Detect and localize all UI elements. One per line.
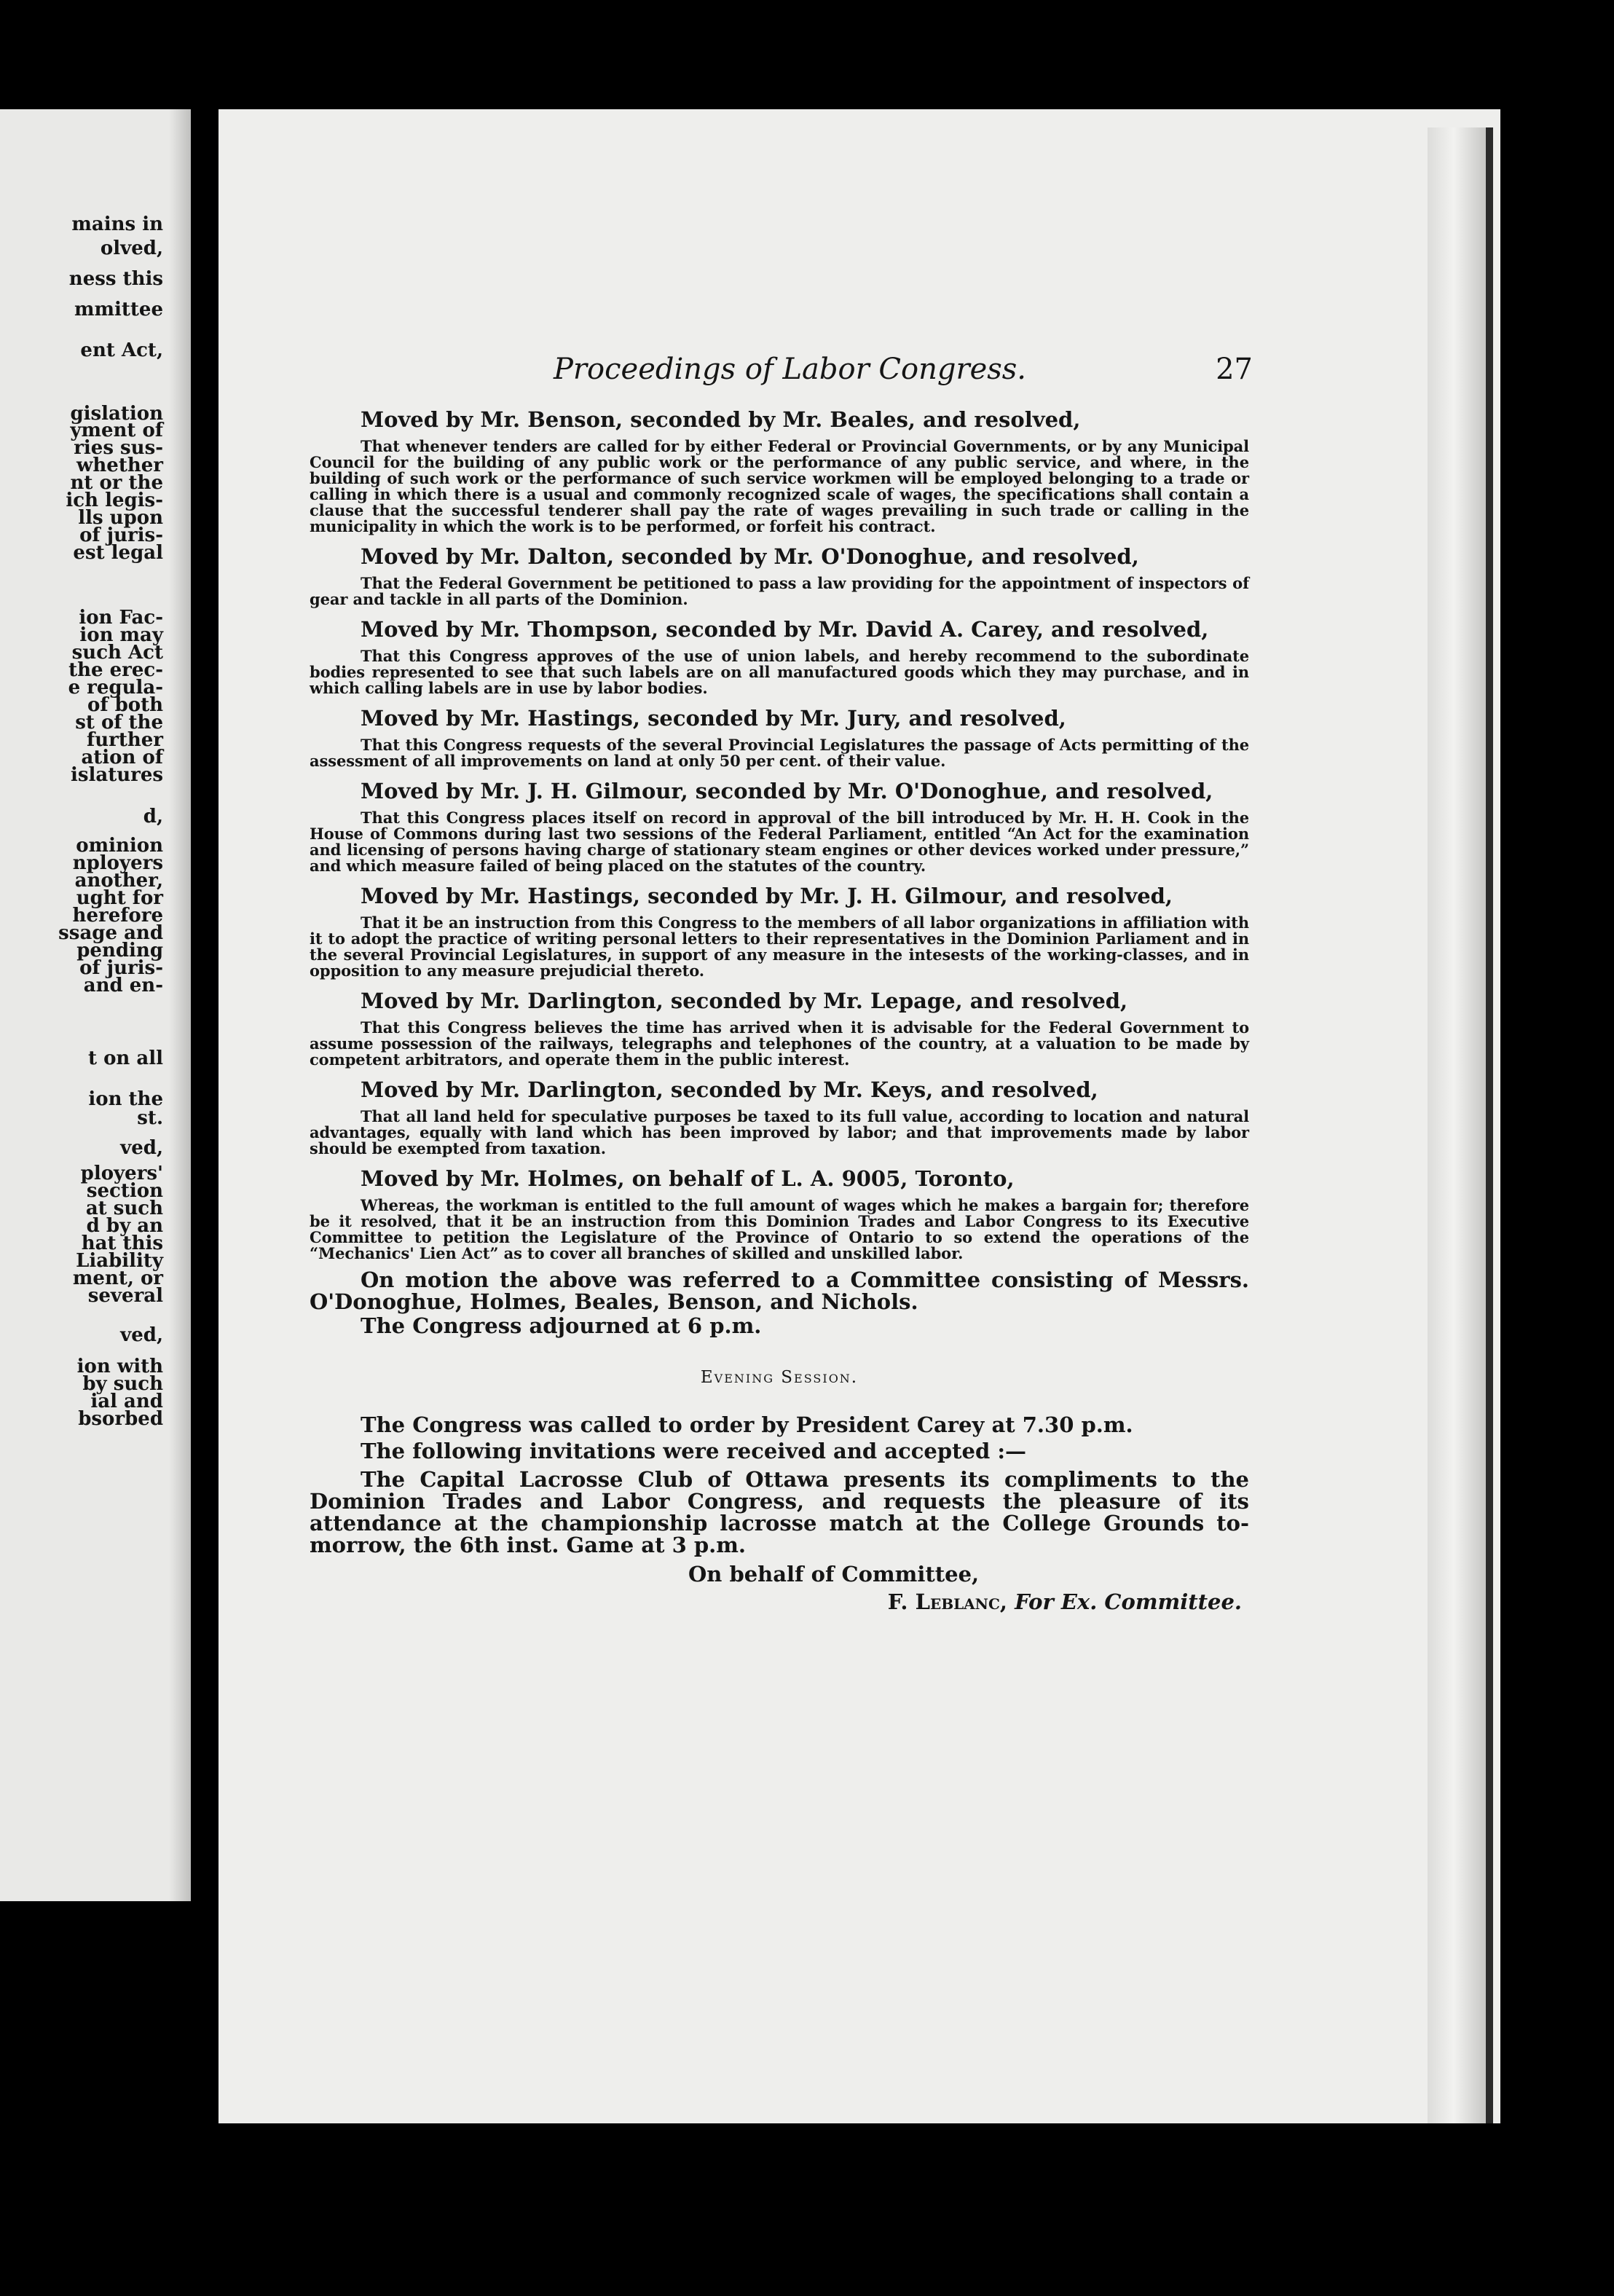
left-page-fragment: ion with [76,1356,163,1377]
left-page-fragment: hat this [81,1232,163,1254]
left-page-fragment: and en- [83,975,163,996]
signatory-role: For Ex. Committee. [1015,1589,1242,1614]
left-page-fragment: d by an [86,1215,163,1237]
left-page-fragment: herefore [72,905,163,927]
left-page-margin [0,109,191,1901]
motion-heading: Moved by Mr. J. H. Gilmour, seconded by Mr. O'Donoghue, and resolved, [361,779,1213,803]
left-page-fragment: further [87,729,163,751]
left-page-fragment: olved, [100,237,163,259]
motions-list [310,405,1249,1262]
left-page-fragment: by such [82,1373,163,1395]
call-to-order-line: The Congress was called to order by President Carey at 7.30 p.m. [361,1412,1133,1437]
left-page-fragment: another, [74,870,163,892]
left-page-fragment: ich legis- [66,490,163,511]
invitations-line: The following invitations were received and accepted :— [361,1439,1027,1463]
motion-heading: Moved by Mr. Thompson, seconded by Mr. David A. Carey, and resolved, [361,617,1209,642]
motion-text: That it be an instruction from this Congress to the members of all labor organizations in affiliation with it to adopt the practice of writing personal letters to their representatives in the Dominion Parliament and in the several Provincial Legislatures, in support of any measure in the intesests of the working-classes, and in opposition to any measure prejudicial thereto. [310,913,1249,980]
left-page-fragment: ion Fac- [79,607,163,629]
evening-session-heading: Evening Session. [700,1368,859,1387]
motion-heading: Moved by Mr. Darlington, seconded by Mr. Keys, and resolved, [361,1077,1098,1102]
signature-line: On behalf of Committee, [688,1562,980,1587]
page-content [310,405,1249,1616]
left-page-fragment: mmittee [74,299,163,321]
left-page-fragment: such Act [71,642,163,664]
motion-text: That the Federal Government be petitioned to pass a law providing for the appointment of inspectors of gear and tackle in all parts of the Dominion. [310,574,1249,608]
motion-text: That this Congress requests of the several Provincial Legislatures the passage of Acts permitting of the assessment of all improvements on land at only 50 per cent. of their value. [310,736,1249,770]
signature-block [310,1560,1249,1616]
running-head [554,353,1253,389]
running-title: Proceedings of Labor Congress. [554,353,1027,386]
left-page-fragment: t on all [88,1047,163,1069]
left-page-fragment: e regula- [68,677,163,699]
left-page-fragment: islatures [70,764,163,786]
left-page-fragment: bsorbed [78,1408,163,1430]
book-gutter [169,109,191,1901]
left-page-fragment: ation of [81,747,163,768]
motion-text: That this Congress believes the time has arrived when it is advisable for the Federal Government to assume possession of the railways, telegraphs and telephones of the country, at a valuation to be made by competent arbitrators, and operate them in the public interest. [310,1018,1249,1069]
motion-heading: Moved by Mr. Hastings, seconded by Mr. Jury, and resolved, [361,706,1066,731]
left-page-fragment: of juris- [79,957,163,979]
left-page-fragment: est legal [73,542,163,564]
motion-text: That whenever tenders are called for by either Federal or Provincial Governments, or by any Municipal Council for the building of any public work or the performance of any public service, and where, in the building of such work or the performance of such service workmen will be employed belonging to a trade or calling in which there is a usual and commonly recognized scale of wages, the specifications shall contain a clause that the successful tenderer shall pay the rate of wages prevailing in such trade or calling in the municipality in which the work is to be performed, or forfeit his contract. [310,437,1249,535]
left-page-fragment: ominion [76,835,163,857]
left-page-fragment: yment of [70,420,163,441]
adjournment-line: The Congress adjourned at 6 p.m. [361,1313,762,1338]
left-page-fragment: mains in [71,213,163,235]
motion-heading: Moved by Mr. Dalton, seconded by Mr. O'Donoghue, and resolved, [361,544,1139,569]
signature-name-line [310,1588,1249,1616]
left-page-fragment: nt or the [70,472,163,494]
left-page-fragment: ssage and [58,922,163,944]
left-page-fragment: ion may [79,624,163,646]
left-page-fragment: d, [143,806,163,827]
motion-text: That this Congress places itself on record in approval of the bill introduced by Mr. H. H. Cook in the House of Commons during last two sessions of the Federal Parliament, entitled “An Act for the examination and licensing of persons having charge of stationary steam engines or other devices worked under pressure,” and which measure failed of being placed on the statutes of the country. [310,809,1249,875]
left-page-fragment: gislation [70,403,163,425]
left-page-fragment: section [86,1180,163,1202]
referral-paragraph: On motion the above was referred to a Committee consisting of Messrs. O'Donoghue, Holmes, Beales, Benson, and Nichols. [310,1267,1249,1314]
left-page-fragment: Liability [76,1250,163,1272]
page-number: 27 [1216,353,1253,386]
left-page-fragment: lls upon [78,507,163,529]
motion-heading: Moved by Mr. Darlington, seconded by Mr. Lepage, and resolved, [361,988,1128,1013]
left-page-fragment: pending [76,940,163,962]
left-page-fragment: of both [87,694,163,716]
left-page-fragment: the erec- [68,659,163,681]
left-page-fragment: several [87,1285,163,1307]
page-edge [1428,127,1493,2123]
left-page-fragment: ness this [68,268,163,290]
left-page-fragment: st. [137,1107,163,1129]
left-page-fragment: st of the [75,712,163,734]
signatory-name: F. Leblanc, [887,1589,1007,1614]
left-page-fragment: ial and [90,1391,163,1412]
left-page-fragment: ployers' [80,1163,163,1184]
left-page-fragment: ment, or [72,1267,163,1289]
motion-heading: Moved by Mr. Holmes, on behalf of L. A. 9005, Toronto, [361,1166,1015,1191]
left-page-fragment: ries sus- [74,437,163,459]
motion-text: That all land held for speculative purposes be taxed to its full value, according to location and natural advantages, equally with land which has been improved by labor; and that improvements made by labor should be exempted from taxation. [310,1107,1249,1157]
left-page-fragment: ion the [88,1088,163,1110]
left-page-fragment: of juris- [79,524,163,546]
left-page-fragment: nployers [72,852,163,874]
motion-text: Whereas, the workman is entitled to the full amount of wages which he makes a bargain for; therefore be it resolved, that it be an instruction from this Dominion Trades and Labor Congress to its Executive Committee to petition the Legislature of the Province of Ontario to so extend the operations of the “Mechanics' Lien Act” as to cover all branches of skilled and unskilled labor. [310,1196,1249,1262]
left-page-fragment: ved, [120,1324,163,1346]
invitation-paragraph: The Capital Lacrosse Club of Ottawa presents its compliments to the Dominion Trades and Labor Congress, and requests the pleasure of its attendance at the championship lacrosse match at the College Grounds to-morrow, the 6th inst. Game at 3 p.m. [310,1467,1249,1557]
left-page-fragment: whether [76,455,163,476]
left-page-fragment: ved, [120,1137,163,1159]
motion-heading: Moved by Mr. Hastings, seconded by Mr. J. H. Gilmour, and resolved, [361,884,1173,908]
motion-heading: Moved by Mr. Benson, seconded by Mr. Beales, and resolved, [361,407,1081,432]
left-page-fragment: ent Act, [80,339,163,361]
left-page-fragment: ught for [76,887,163,909]
motion-text: That this Congress approves of the use of union labels, and hereby recommend to the subordinate bodies represented to see that such labels are on all manufactured goods which they may purchase, and in which calling labels are in use by labor bodies. [310,647,1249,697]
left-page-fragment: at such [85,1198,163,1219]
